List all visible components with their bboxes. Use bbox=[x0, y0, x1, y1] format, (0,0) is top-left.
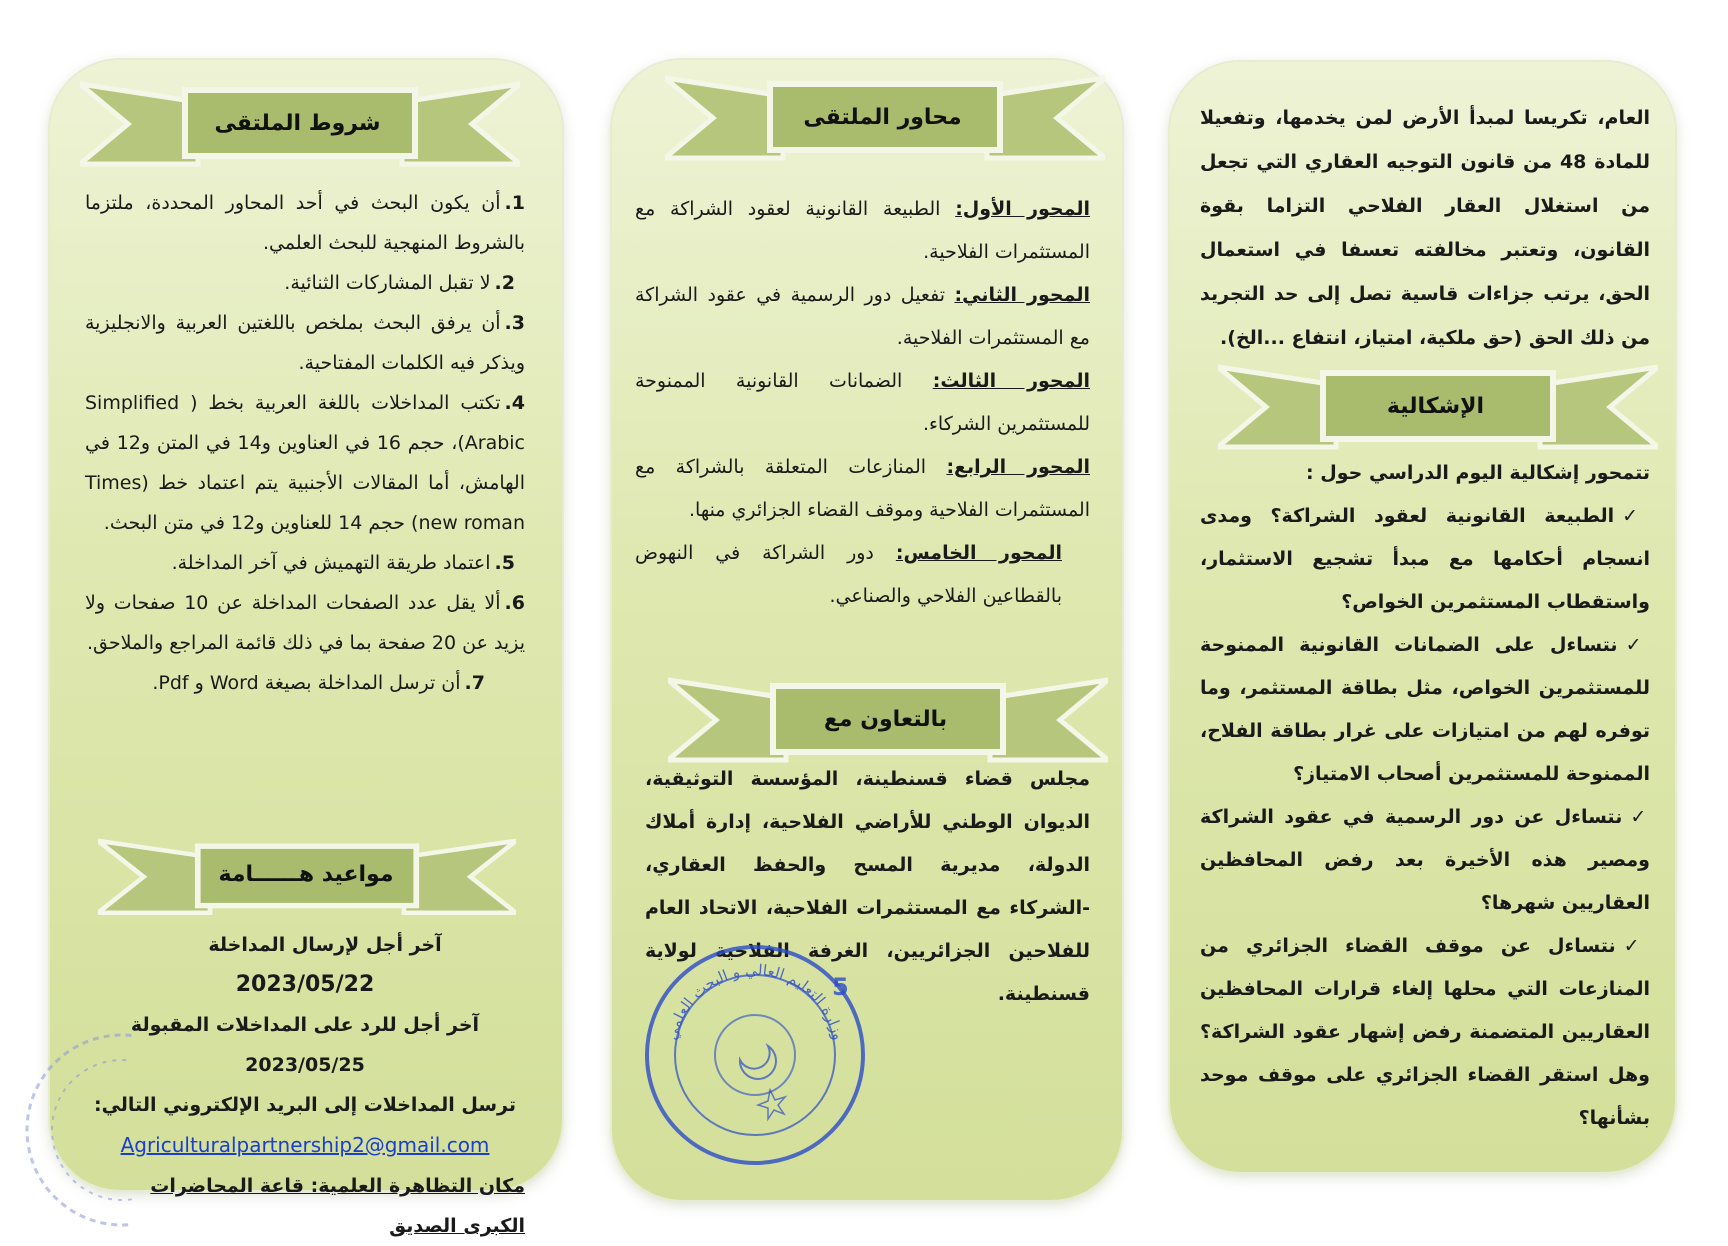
venue: مكان التظاهرة العلمية: قاعة المحاضرات الكبرى الصديق bbox=[150, 1175, 525, 1237]
partners-title: بالتعاون مع bbox=[823, 706, 948, 732]
deadline-date: 2023/05/22 bbox=[235, 972, 375, 997]
question-text: نتساءل عن موقف القضاء الجزائري من المنازعات التي محلها إلغاء قرارات المحافظين العقاريين المتضمنة رفض إشهار عقود الشراكة؟ وهل استقر القضاء الجزائري على موقف موحد بشأنها؟ bbox=[1200, 935, 1650, 1129]
item-text: لا تقبل المشاركات الثنائية. bbox=[284, 272, 491, 294]
item-number: 7. bbox=[464, 672, 485, 694]
list-item bbox=[85, 583, 525, 663]
item-text: اعتماد طريقة التهميش في آخر المداخلة. bbox=[171, 552, 491, 574]
ribbon-axes bbox=[665, 66, 1105, 166]
intro-text: العام، تكريسا لمبدأ الأرض لمن يخدمها، وتفعيلا للمادة 48 من قانون التوجيه العقاري التي تجعل من استغلال العقار الفلاحي التزاما بقوة القانون، وتعتبر مخالفته تعسفا في استعمال الحق، يرتب جزاءات قاسية تصل إلى حد التجريد من ذلك الحق (حق ملكية، امتياز، انتفاع ...الخ). bbox=[1200, 107, 1650, 349]
problem-title: الإشكالية bbox=[1386, 393, 1485, 419]
item-number: 3. bbox=[504, 312, 525, 334]
conditions-list bbox=[85, 183, 525, 703]
list-item bbox=[635, 360, 1090, 446]
dates-title: مواعيد هــــــامة bbox=[218, 861, 394, 887]
axes-list bbox=[635, 188, 1090, 618]
list-item bbox=[85, 263, 525, 303]
important-dates bbox=[85, 925, 525, 1246]
svg-text:وزارة التعليم العالي و البحث ا bbox=[662, 961, 847, 1042]
question-text: نتساءل على الضمانات القانونية الممنوحة للمستثمرين الخواص، مثل بطاقة المستثمر، وما توفره لهم من امتيازات على غرار بطاقة الفلاح، الممنوحة للمستثمرين أصحاب الامتياز؟ bbox=[1200, 634, 1650, 785]
axis-label: المحور الرابع: bbox=[946, 456, 1091, 478]
list-item bbox=[635, 446, 1090, 532]
item-number: 6. bbox=[504, 592, 525, 614]
list-item bbox=[85, 303, 525, 383]
conditions-title: شروط الملتقى bbox=[214, 110, 381, 136]
question-text: نتساءل عن دور الرسمية في عقود الشراكة ومصير هذه الأخيرة بعد رفض المحافظين العقاريين شهرها؟ bbox=[1200, 806, 1650, 914]
list-item bbox=[85, 183, 525, 263]
faded-stamp-icon bbox=[12, 1030, 132, 1230]
official-stamp-icon bbox=[640, 940, 870, 1170]
check-icon: ✓ bbox=[1625, 634, 1650, 656]
check-icon: ✓ bbox=[1623, 935, 1651, 957]
axis-label: المحور الأول: bbox=[955, 198, 1090, 220]
item-text: ألا يقل عدد الصفحات المداخلة عن 10 صفحات ولا يزيد عن 20 صفحة بما في ذلك قائمة المراجع والملاحق. bbox=[85, 592, 525, 654]
list-item bbox=[635, 532, 1090, 618]
list-item bbox=[1200, 624, 1650, 796]
stamp-number: 5 bbox=[832, 973, 849, 1001]
axis-text: المنازعات المتعلقة بالشراكة مع المستثمرات الفلاحية وموقف القضاء الجزائري منها. bbox=[635, 456, 1090, 521]
list-item bbox=[85, 543, 525, 583]
item-number: 1. bbox=[504, 192, 525, 214]
check-icon: ✓ bbox=[1622, 505, 1651, 527]
list-item bbox=[635, 188, 1090, 274]
item-number: 4. bbox=[504, 392, 525, 414]
ribbon-problem bbox=[1218, 355, 1658, 455]
item-number: 5. bbox=[494, 552, 515, 574]
axis-label: المحور الثاني: bbox=[954, 284, 1090, 306]
problem-lead: تتمحور إشكالية اليوم الدراسي حول : bbox=[1306, 462, 1650, 484]
problem-section bbox=[1200, 452, 1650, 1140]
axis-text: تفعيل دور الرسمية في عقود الشراكة مع المستثمرات الفلاحية. bbox=[635, 284, 1090, 349]
axes-title: محاور الملتقى bbox=[803, 104, 962, 130]
axis-label: المحور الثالث: bbox=[932, 370, 1090, 392]
item-text: أن يرفق البحث بملخص باللغتين العربية والانجليزية ويذكر فيه الكلمات المفتاحية. bbox=[85, 312, 525, 374]
ribbon-conditions bbox=[80, 72, 520, 172]
item-text: تكتب المداخلات باللغة العربية بخط ( Simplified Arabic)، حجم 16 في العناوين و14 في المتن و12 في الهامش، أما المقالات الأجنبية يتم اعتماد خط (Times new roman) حجم 14 للعناوين و12 في متن البحث. bbox=[85, 392, 526, 534]
reply-deadline: آخر أجل للرد على المداخلات المقبولة 2023/05/25 bbox=[130, 1014, 480, 1076]
partners-text: مجلس قضاء قسنطينة، المؤسسة التوثيقية، الديوان الوطني للأراضي الفلاحية، إدارة أملاك الدولة، مديرية المسح والحفظ العقاري، -الشركاء مع المستثمرات الفلاحية، الاتحاد العام للفلاحين الجزائريين، الغرفة الفلاحية لولاية قسنطينة. bbox=[645, 768, 1090, 1005]
email-link[interactable]: Agriculturalpartnership2@gmail.com bbox=[120, 1133, 490, 1157]
list-item bbox=[1200, 495, 1650, 624]
axis-text: الضمانات القانونية الممنوحة للمستثمرين الشركاء. bbox=[635, 370, 1090, 435]
item-text: أن ترسل المداخلة بصيغة Word و Pdf. bbox=[152, 672, 461, 694]
ribbon-dates bbox=[98, 830, 518, 930]
email-label: ترسل المداخلات إلى البريد الإلكتروني التالي: bbox=[93, 1094, 517, 1116]
list-item bbox=[1200, 925, 1650, 1140]
item-text: أن يكون البحث في أحد المحاور المحددة، ملتزما بالشروط المنهجية للبحث العلمي. bbox=[85, 192, 525, 254]
check-icon: ✓ bbox=[1630, 806, 1650, 828]
deadline-label: آخر أجل لإرسال المداخلة bbox=[208, 934, 442, 956]
axis-text: دور الشراكة في النهوض بالقطاعين الفلاحي والصناعي. bbox=[635, 542, 1062, 607]
list-item bbox=[85, 383, 525, 543]
ribbon-partners bbox=[668, 668, 1108, 768]
stamp-text: وزارة التعليم العالي و البحث العلمي bbox=[662, 960, 848, 1042]
axis-label: المحور الخامس: bbox=[895, 542, 1062, 564]
item-number: 2. bbox=[494, 272, 515, 294]
list-item bbox=[635, 274, 1090, 360]
axis-text: الطبيعة القانونية لعقود الشراكة مع المستثمرات الفلاحية. bbox=[635, 198, 1090, 263]
list-item bbox=[1200, 796, 1650, 925]
list-item bbox=[85, 663, 525, 703]
question-text: الطبيعة القانونية لعقود الشراكة؟ ومدى انسجام أحكامها مع مبدأ تشجيع الاستثمار، واستقطاب المستثمرين الخواص؟ bbox=[1200, 505, 1650, 613]
